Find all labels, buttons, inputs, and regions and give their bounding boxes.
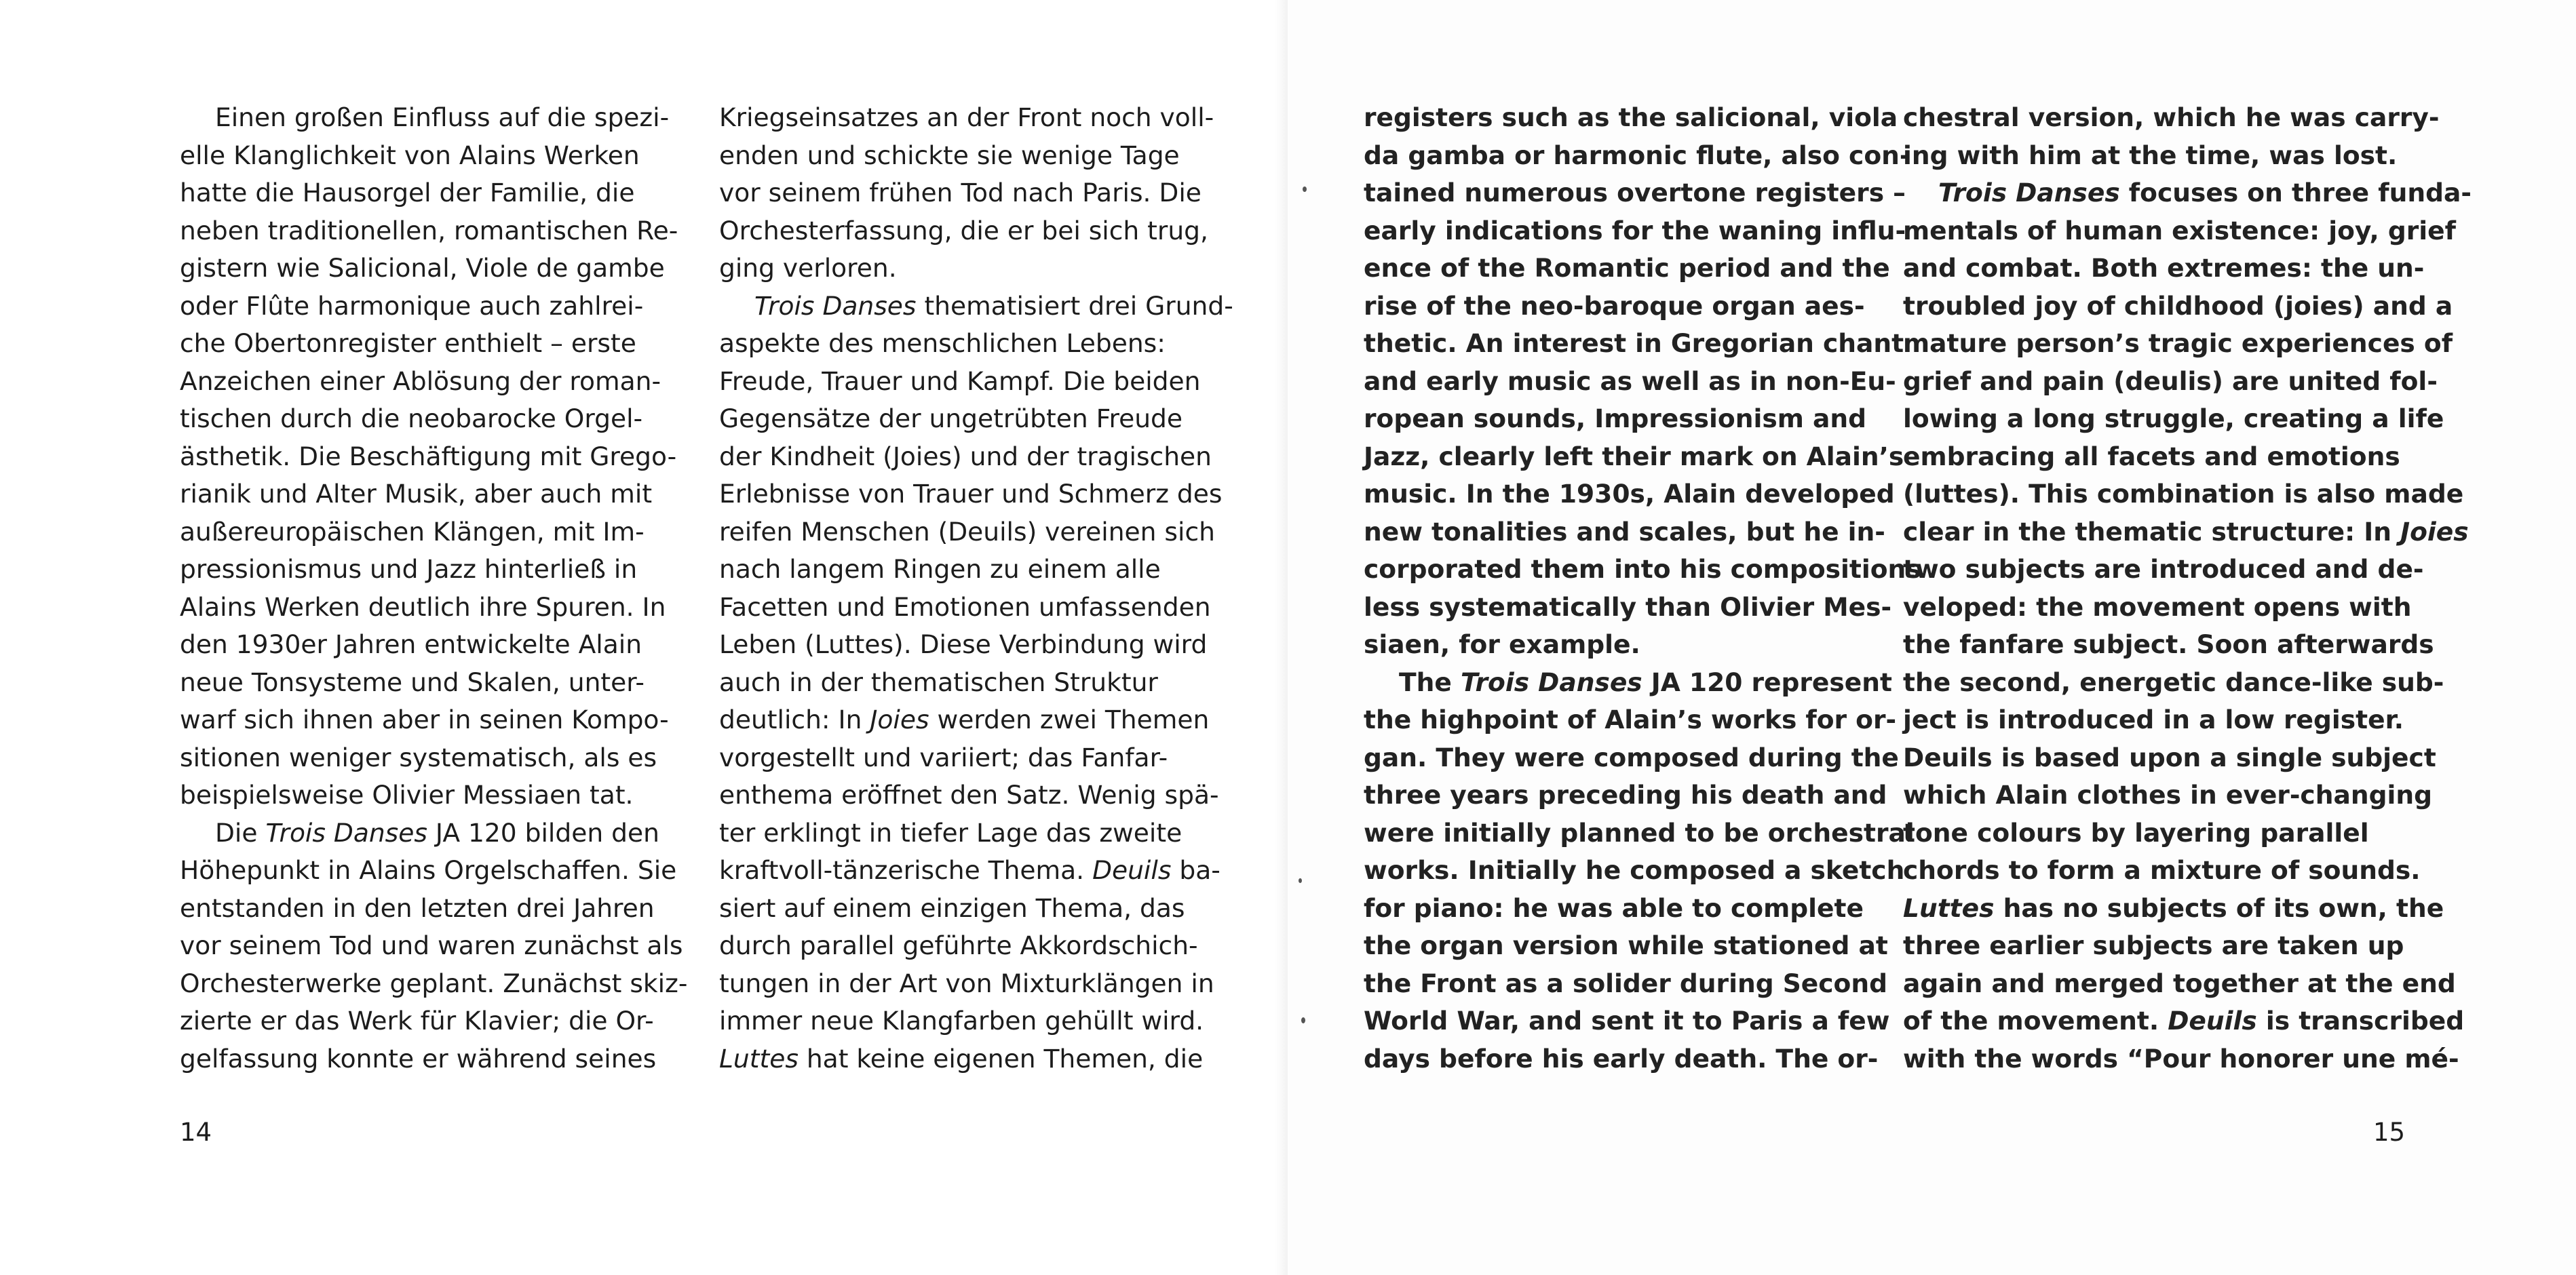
text-line bbox=[719, 551, 1221, 589]
italic-title-text: Luttes bbox=[1903, 892, 1995, 923]
text-line bbox=[180, 513, 682, 551]
text-run: vor seinem Tod und waren zunächst als bbox=[180, 930, 683, 960]
text-run: and combat. Both extremes: the un- bbox=[1903, 253, 2425, 283]
text-run: ence of the Romantic period and the bbox=[1364, 253, 1890, 283]
italic-title-text: Joies bbox=[2400, 516, 2469, 547]
text-line bbox=[180, 288, 682, 326]
text-line bbox=[1903, 890, 2444, 928]
text-line bbox=[1903, 475, 2464, 513]
text-run: mature person’s tragic experiences of bbox=[1903, 328, 2453, 358]
english-text-column-1 bbox=[1364, 99, 1921, 1078]
text-run: deutlich: In bbox=[719, 705, 870, 734]
text-line bbox=[180, 137, 682, 175]
text-run: ging verloren. bbox=[719, 253, 897, 283]
text-run: beispielsweise Olivier Messiaen tat. bbox=[180, 780, 634, 810]
text-line bbox=[719, 250, 1221, 288]
text-run: Freude, Trauer und Kampf. Die beiden bbox=[719, 366, 1201, 396]
text-run: the organ version while stationed at bbox=[1364, 930, 1888, 960]
text-line bbox=[719, 815, 1221, 852]
text-run: days before his early death. The or- bbox=[1364, 1043, 1879, 1074]
text-run: gan. They were composed during the bbox=[1364, 742, 1899, 772]
text-run: warf sich ihnen aber in seinen Kompo- bbox=[180, 705, 669, 734]
text-line bbox=[1364, 777, 1887, 815]
text-line bbox=[1903, 1040, 2459, 1078]
text-run: hat keine eigenen Themen, die bbox=[798, 1043, 1204, 1074]
text-run: has no subjects of its own, the bbox=[1994, 892, 2444, 923]
text-line bbox=[719, 1002, 1221, 1040]
text-line bbox=[1903, 363, 2438, 401]
text-line bbox=[180, 589, 682, 627]
text-line bbox=[180, 815, 682, 852]
text-run: Die bbox=[215, 817, 266, 848]
text-run: clear in the thematic structure: In bbox=[1903, 516, 2401, 547]
text-line bbox=[1364, 325, 1904, 363]
text-run: The bbox=[1399, 667, 1461, 697]
text-run: oder Flûte harmonique auch zahlrei- bbox=[180, 290, 644, 321]
text-run: lowing a long struggle, creating a life bbox=[1903, 404, 2444, 433]
scan-speck bbox=[1303, 187, 1307, 192]
text-line bbox=[719, 513, 1221, 551]
text-line bbox=[180, 890, 682, 928]
text-run: three years preceding his death and bbox=[1364, 780, 1887, 810]
text-line bbox=[719, 363, 1221, 401]
text-line bbox=[719, 626, 1221, 664]
text-run: the second, energetic dance-like sub- bbox=[1903, 667, 2444, 697]
text-line bbox=[719, 664, 1221, 702]
text-line bbox=[1903, 664, 2444, 702]
text-run: ter erklingt in tiefer Lage das zweite bbox=[719, 817, 1183, 848]
text-line bbox=[180, 475, 682, 513]
text-run: Anzeichen einer Ablösung der roman- bbox=[180, 366, 661, 396]
italic-title-text: Trois Danses bbox=[1938, 178, 2120, 208]
text-line bbox=[1364, 890, 1879, 928]
text-line bbox=[719, 325, 1221, 363]
text-run: the Front as a solider during Second bbox=[1364, 968, 1887, 998]
text-line bbox=[1903, 701, 2425, 739]
text-line bbox=[180, 1040, 682, 1078]
text-line bbox=[1903, 551, 2425, 589]
text-run: corporated them into his compositions bbox=[1364, 554, 1921, 584]
text-run: troubled joy of childhood (joies) and a bbox=[1903, 290, 2453, 321]
text-line bbox=[719, 137, 1221, 175]
text-line bbox=[180, 325, 682, 363]
text-run: music. In the 1930s, Alain developed bbox=[1364, 479, 1895, 509]
text-run: neue Tonsysteme und Skalen, unter- bbox=[180, 667, 645, 697]
text-line bbox=[719, 589, 1221, 627]
text-line bbox=[1364, 664, 1892, 702]
text-line bbox=[180, 739, 682, 777]
text-run: of the movement. bbox=[1903, 1006, 2168, 1036]
text-run: auch in der thematischen Struktur bbox=[719, 667, 1158, 697]
text-line bbox=[180, 626, 682, 664]
text-line bbox=[180, 965, 688, 1003]
text-run: reifen Menschen (Deuils) vereinen sich bbox=[719, 516, 1215, 547]
scan-speck bbox=[1299, 878, 1302, 883]
text-run: ject is introduced in a low register. bbox=[1903, 705, 2404, 734]
text-run: works. Initially he composed a sketch bbox=[1364, 855, 1905, 885]
text-run: Einen großen Einfluss auf die spezi- bbox=[215, 102, 670, 132]
text-run: ing with him at the time, was lost. bbox=[1903, 140, 2398, 170]
text-line bbox=[719, 212, 1221, 250]
text-run: registers such as the salicional, viola bbox=[1364, 102, 1898, 132]
text-run: Erlebnisse von Trauer und Schmerz des bbox=[719, 479, 1223, 509]
page-right bbox=[1288, 0, 2576, 1275]
text-run: new tonalities and scales, but he in- bbox=[1364, 516, 1885, 547]
text-line bbox=[180, 927, 682, 965]
text-run: JA 120 bilden den bbox=[427, 817, 659, 848]
text-line bbox=[1364, 400, 1879, 438]
text-run: two subjects are introduced and de- bbox=[1903, 554, 2424, 584]
text-run: JA 120 represent bbox=[1642, 667, 1892, 697]
text-line bbox=[1364, 1040, 1879, 1078]
text-line bbox=[1364, 626, 1879, 664]
text-run: Alains Werken deutlich ihre Spuren. In bbox=[180, 591, 666, 622]
text-run: che Obertonregister enthielt – erste bbox=[180, 328, 636, 358]
italic-title-text: Trois Danses bbox=[265, 817, 427, 848]
text-line bbox=[719, 927, 1221, 965]
text-line bbox=[719, 438, 1221, 476]
text-line bbox=[1364, 927, 1888, 965]
text-line bbox=[719, 174, 1221, 212]
text-run: elle Klanglichkeit von Alains Werken bbox=[180, 140, 640, 170]
text-run: Leben (Luttes). Diese Verbindung wird bbox=[719, 629, 1208, 659]
text-line bbox=[719, 890, 1221, 928]
text-run: ba- bbox=[1171, 855, 1220, 885]
text-run: were initially planned to be orchestral bbox=[1364, 817, 1915, 848]
text-run: chestral version, which he was carry- bbox=[1903, 102, 2440, 132]
text-run: sitionen weniger systematisch, als es bbox=[180, 742, 657, 772]
text-run: and early music as well as in non-Eu- bbox=[1364, 366, 1896, 396]
italic-title-text: Luttes bbox=[719, 1043, 799, 1074]
text-line bbox=[1903, 965, 2456, 1003]
text-run: hatte die Hausorgel der Familie, die bbox=[180, 178, 635, 208]
text-run: rianik und Alter Musik, aber auch mit bbox=[180, 479, 653, 509]
text-run: aspekte des menschlichen Lebens: bbox=[719, 328, 1166, 358]
text-line bbox=[719, 701, 1221, 739]
text-line bbox=[719, 1040, 1221, 1078]
text-run: den 1930er Jahren entwickelte Alain bbox=[180, 629, 642, 659]
text-line bbox=[180, 551, 682, 589]
text-line bbox=[180, 1002, 682, 1040]
text-run: da gamba or harmonic flute, also con- bbox=[1364, 140, 1910, 170]
text-run: Höhepunkt in Alains Orgelschaffen. Sie bbox=[180, 855, 677, 885]
text-line bbox=[1903, 400, 2444, 438]
english-text-column-2 bbox=[1903, 99, 2472, 1078]
text-line bbox=[1364, 212, 1906, 250]
text-line bbox=[719, 965, 1221, 1003]
text-line bbox=[1903, 777, 2433, 815]
page-number-right: 15 bbox=[2373, 1118, 2406, 1147]
text-run: less systematically than Olivier Mes- bbox=[1364, 591, 1892, 622]
text-line bbox=[180, 99, 682, 137]
text-run: rise of the neo-baroque organ aes- bbox=[1364, 290, 1865, 321]
text-line bbox=[1903, 852, 2425, 890]
text-line bbox=[1903, 927, 2425, 965]
text-line bbox=[180, 777, 682, 815]
text-run: tone colours by layering parallel bbox=[1903, 817, 2369, 848]
text-line bbox=[719, 400, 1221, 438]
text-line bbox=[719, 739, 1221, 777]
text-line bbox=[1903, 626, 2434, 664]
text-run: tungen in der Art von Mixturklängen in bbox=[719, 968, 1214, 998]
text-line bbox=[1364, 551, 1921, 589]
text-line bbox=[1903, 137, 2425, 175]
text-line bbox=[1903, 250, 2425, 288]
text-run: three earlier subjects are taken up bbox=[1903, 930, 2404, 960]
text-run: vor seinem frühen Tod nach Paris. Die bbox=[719, 178, 1202, 208]
text-run: with the words “Pour honorer une mé- bbox=[1903, 1043, 2459, 1074]
text-line bbox=[1364, 250, 1890, 288]
text-run: focuses on three funda- bbox=[2119, 178, 2472, 208]
text-run: the fanfare subject. Soon afterwards bbox=[1903, 629, 2434, 659]
text-run: the highpoint of Alain’s works for or- bbox=[1364, 705, 1897, 734]
text-line bbox=[1364, 475, 1895, 513]
text-line bbox=[719, 475, 1221, 513]
text-run: Deuils is based upon a single subject bbox=[1903, 742, 2436, 772]
text-line bbox=[1903, 589, 2425, 627]
text-run: siert auf einem einzigen Thema, das bbox=[719, 892, 1185, 923]
text-run: (luttes). This combination is also made bbox=[1903, 479, 2464, 509]
text-line bbox=[1903, 325, 2453, 363]
text-run: neben traditionellen, romantischen Re- bbox=[180, 215, 678, 246]
text-run: again and merged together at the end bbox=[1903, 968, 2456, 998]
text-run: thetic. An interest in Gregorian chant bbox=[1364, 328, 1904, 358]
text-run: veloped: the movement opens with bbox=[1903, 591, 2412, 622]
text-run: World War, and sent it to Paris a few bbox=[1364, 1006, 1890, 1036]
text-run: Facetten und Emotionen umfassenden bbox=[719, 591, 1211, 622]
text-run: pressionismus und Jazz hinterließ in bbox=[180, 554, 638, 584]
text-line bbox=[1364, 701, 1897, 739]
text-line bbox=[180, 701, 682, 739]
italic-title-text: Deuils bbox=[2168, 1006, 2257, 1036]
text-run: enthema eröffnet den Satz. Wenig spä- bbox=[719, 780, 1219, 810]
text-line bbox=[1364, 852, 1905, 890]
italic-title-text: Trois Danses bbox=[754, 290, 917, 321]
text-run: tained numerous overtone registers – bbox=[1364, 178, 1906, 208]
text-run: ästhetik. Die Beschäftigung mit Grego- bbox=[180, 441, 677, 471]
text-run: Kriegseinsatzes an der Front noch voll- bbox=[719, 102, 1214, 132]
italic-title-text: Joies bbox=[870, 705, 929, 734]
text-line bbox=[1903, 815, 2425, 852]
text-line bbox=[1364, 739, 1899, 777]
text-line bbox=[1364, 174, 1906, 212]
text-line bbox=[180, 212, 682, 250]
text-line bbox=[1364, 99, 1898, 137]
text-run: entstanden in den letzten drei Jahren bbox=[180, 892, 655, 923]
text-run: gistern wie Salicional, Viole de gambe bbox=[180, 253, 665, 283]
text-line bbox=[180, 174, 682, 212]
text-line bbox=[1903, 513, 2469, 551]
text-run: mentals of human existence: joy, grief bbox=[1903, 215, 2456, 246]
text-line bbox=[1364, 589, 1892, 627]
italic-title-text: Trois Danses bbox=[1460, 667, 1642, 697]
text-line bbox=[1364, 513, 1885, 551]
text-run: zierte er das Werk für Klavier; die Or- bbox=[180, 1006, 654, 1036]
text-run: nach langem Ringen zu einem alle bbox=[719, 554, 1161, 584]
text-run: vorgestellt und variiert; das Fanfar- bbox=[719, 742, 1168, 772]
text-run: enden und schickte sie wenige Tage bbox=[719, 140, 1180, 170]
text-run: which Alain clothes in ever-changing bbox=[1903, 780, 2433, 810]
text-run: Jazz, clearly left their mark on Alain’s bbox=[1364, 441, 1904, 471]
text-run: thematisiert drei Grund- bbox=[916, 290, 1233, 321]
text-run: is transcribed bbox=[2256, 1006, 2465, 1036]
text-line bbox=[1364, 137, 1910, 175]
text-line bbox=[719, 99, 1221, 137]
text-line bbox=[180, 852, 682, 890]
text-run: Orchesterfassung, die er bei sich trug, bbox=[719, 215, 1208, 246]
text-line bbox=[1364, 965, 1887, 1003]
text-line bbox=[719, 777, 1221, 815]
text-line bbox=[180, 363, 682, 401]
text-line bbox=[180, 438, 682, 476]
text-run: tischen durch die neobarocke Orgel- bbox=[180, 404, 643, 433]
text-line bbox=[180, 250, 682, 288]
text-run: siaen, for example. bbox=[1364, 629, 1640, 659]
text-run: werden zwei Themen bbox=[929, 705, 1210, 734]
text-line bbox=[180, 400, 682, 438]
scan-speck bbox=[1301, 1017, 1305, 1023]
text-run: embracing all facets and emotions bbox=[1903, 441, 2400, 471]
text-line bbox=[719, 288, 1233, 326]
text-line bbox=[180, 664, 682, 702]
text-run: for piano: he was able to complete bbox=[1364, 892, 1864, 923]
text-run: Orchesterwerke geplant. Zunächst skiz- bbox=[180, 968, 688, 998]
text-run: Gegensätze der ungetrübten Freude bbox=[719, 404, 1183, 433]
text-line bbox=[1364, 1002, 1890, 1040]
text-line bbox=[1903, 174, 2472, 212]
text-line bbox=[1903, 212, 2456, 250]
text-run: chords to form a mixture of sounds. bbox=[1903, 855, 2421, 885]
text-run: ropean sounds, Impressionism and bbox=[1364, 404, 1866, 433]
text-run: grief and pain (deulis) are united fol- bbox=[1903, 366, 2438, 396]
text-line bbox=[1364, 438, 1904, 476]
text-run: der Kindheit (Joies) und der tragischen bbox=[719, 441, 1212, 471]
text-line bbox=[1364, 288, 1879, 326]
text-line bbox=[1364, 815, 1915, 852]
text-run: außereuropäischen Klängen, mit Im- bbox=[180, 516, 645, 547]
text-line bbox=[1364, 363, 1896, 401]
text-run: immer neue Klangfarben gehüllt wird. bbox=[719, 1006, 1204, 1036]
german-text-column-1 bbox=[180, 99, 688, 1078]
text-run: gelfassung konnte er während seines bbox=[180, 1043, 657, 1074]
text-run: durch parallel geführte Akkordschich- bbox=[719, 930, 1198, 960]
text-line bbox=[1903, 739, 2436, 777]
text-line bbox=[1903, 288, 2453, 326]
page-number-left: 14 bbox=[180, 1118, 212, 1147]
text-run: early indications for the waning influ- bbox=[1364, 215, 1906, 246]
german-text-column-2 bbox=[719, 99, 1233, 1078]
text-line bbox=[1903, 1002, 2465, 1040]
text-line bbox=[719, 852, 1221, 890]
italic-title-text: Deuils bbox=[1092, 855, 1172, 885]
text-line bbox=[1903, 99, 2440, 137]
text-run: kraftvoll-tänzerische Thema. bbox=[719, 855, 1093, 885]
text-line bbox=[1903, 438, 2425, 476]
